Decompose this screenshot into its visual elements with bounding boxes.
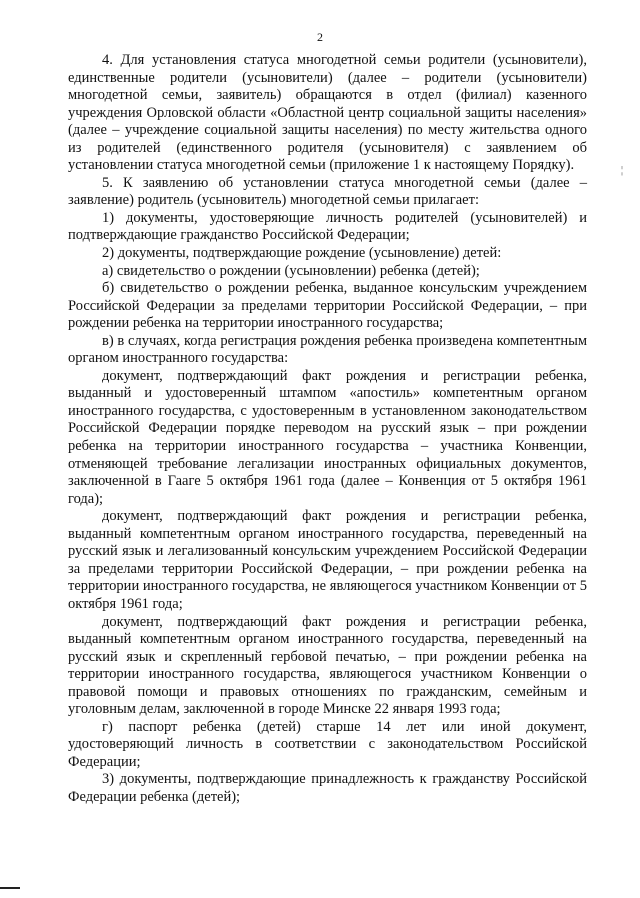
- paragraph-item-5: 5. К заявлению об установлении статуса многодетной семьи (далее – заявление) родитель (усыновитель) многодетной семьи прилагает:: [68, 174, 587, 209]
- page-number: 2: [317, 30, 323, 44]
- paragraph-subitem-b: б) свидетельство о рождении ребенка, выданное консульским учреждением Российской Федерации за пределами территории Российской Федерации, – при рождении ребенка на территории иностранного государства;: [68, 280, 587, 332]
- paragraph-sealed-document: документ, подтверждающий факт рождения и регистрации ребенка, выданный компетентным органом иностранного государства, переведенный на русский язык и скрепленный гербовой печатью, – при рождении ребенка на территории иностранного государства, являющегося участником Конвенции о правовой помощи и правовых отношениях по гражданским, семейным и уголовным делам, заключенной в городе Минске 22 января 1993 года;: [68, 613, 587, 718]
- paragraph-subitem-1: 1) документы, удостоверяющие личность родителей (усыновителей) и подтверждающие гражданство Российской Федерации;: [68, 209, 587, 244]
- paragraph-item-4: 4. Для установления статуса многодетной семьи родители (усыновители), единственные родители (усыновители) (далее – родители (усыновители) многодетной семьи, заявитель) обращаются в отдел (филиал) казенного учреждения Орловской области «Областной центр социальной защиты населения» (далее – учреждение социальной защиты населения) по месту жительства одного из родителей (единственного родителя (усыновителя) с заявлением об установлении статуса многодетной семьи (приложение 1 к настоящему Порядку).: [68, 52, 587, 174]
- margin-mark: ¦: [621, 165, 624, 176]
- document-body: [68, 52, 587, 807]
- paragraph-subitem-g: г) паспорт ребенка (детей) старше 14 лет или иной документ, удостоверяющий личность в соответствии с законодательством Российской Федерации;: [68, 718, 587, 770]
- paragraph-apostille-document: документ, подтверждающий факт рождения и регистрации ребенка, выданный и удостоверенный штампом «апостиль» компетентным органом иностранного государства, с удостоверенным в установленном законодательством Российской Федерации порядке переводом на русский язык – при рождении ребенка на территории иностранного государства – участника Конвенции, отменяющей требование легализации иностранных официальных документов, заключенной в Гааге 5 октября 1961 года (далее – Конвенция от 5 октября 1961 года);: [68, 367, 587, 507]
- paragraph-subitem-a: а) свидетельство о рождении (усыновлении) ребенка (детей);: [102, 262, 480, 279]
- paragraph-subitem-v: в) в случаях, когда регистрация рождения ребенка произведена компетентным органом иностранного государства:: [68, 332, 587, 367]
- paragraph-legalized-document: документ, подтверждающий факт рождения и регистрации ребенка, выданный компетентным органом иностранного государства, переведенный на русский язык и легализованный консульским учреждением Российской Федерации за пределами территории Российской Федерации, – при рождении ребенка на территории иностранного государства, не являющегося участником Конвенции от 5 октября 1961 года;: [68, 508, 587, 612]
- paragraph-subitem-2: 2) документы, подтверждающие рождение (усыновление) детей:: [102, 245, 502, 262]
- paragraph-subitem-3: 3) документы, подтверждающие принадлежность к гражданству Российской Федерации ребенка (детей);: [68, 771, 587, 805]
- scan-edge-line: [0, 887, 20, 889]
